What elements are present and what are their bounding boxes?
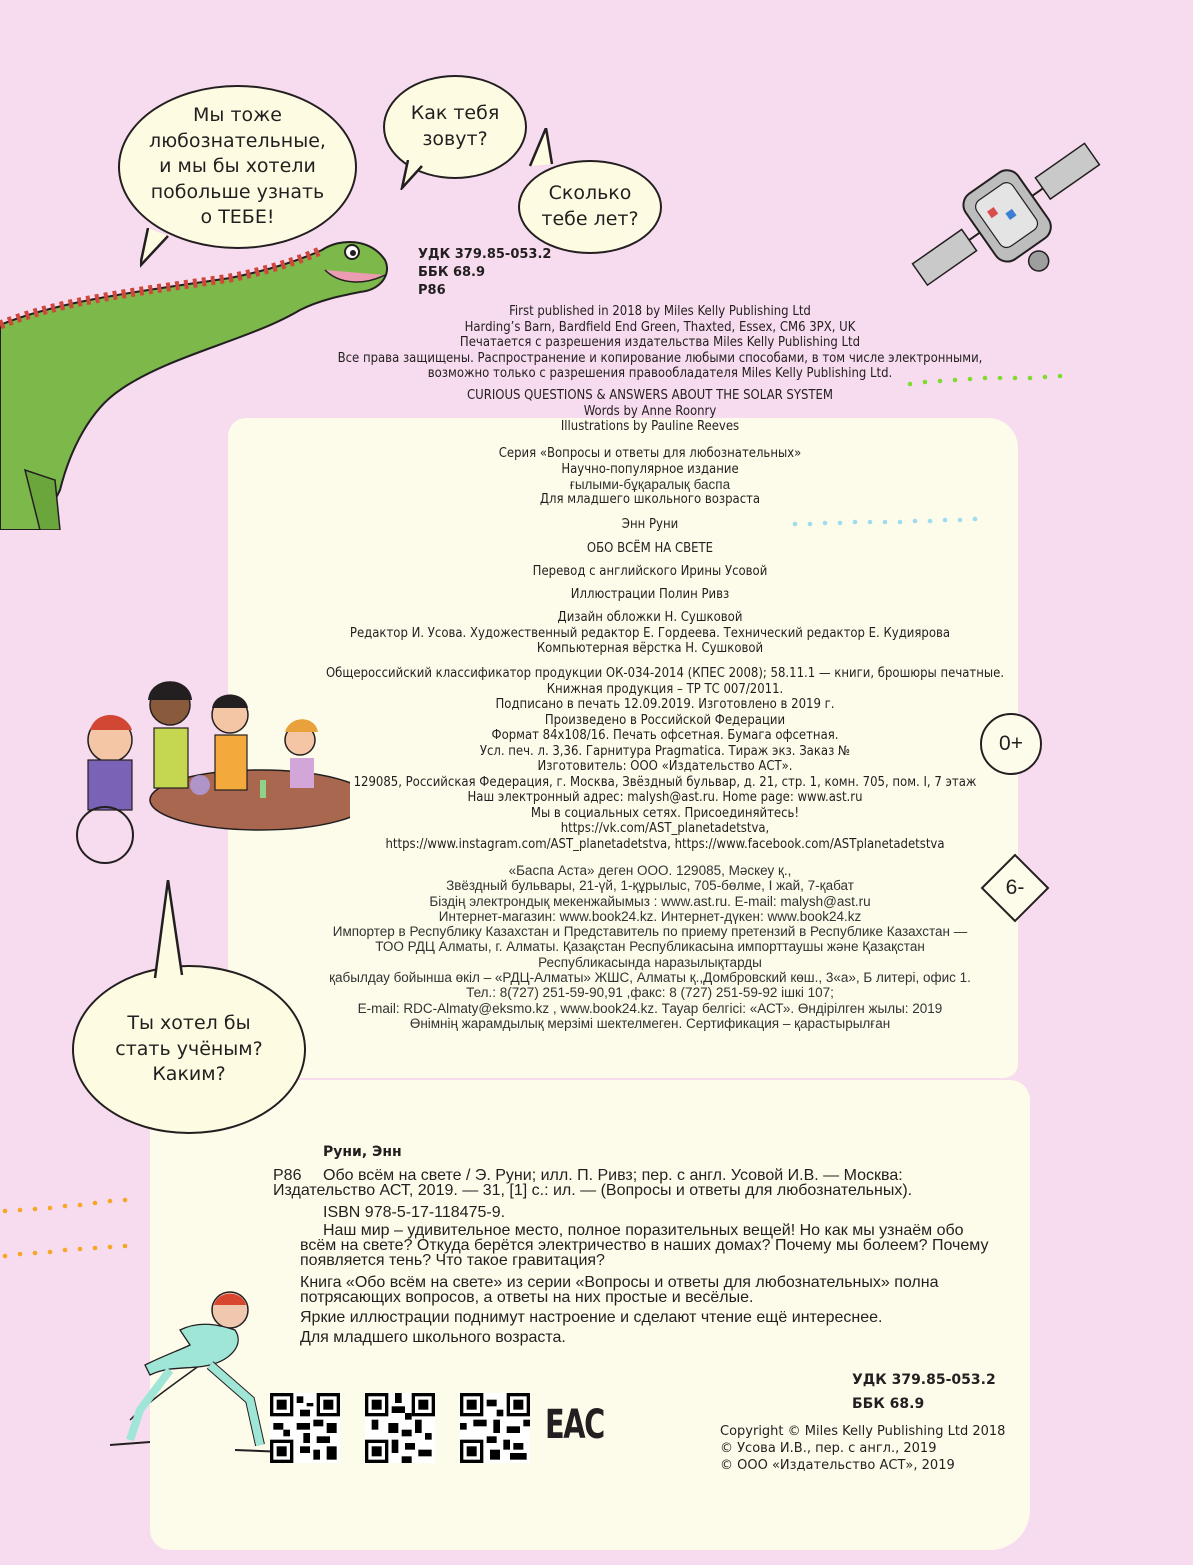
- copyright-block: Copyright © Miles Kelly Publishing Ltd 2018 © Усова И.В., пер. с англ., 2019 © ООО «Издательство АСТ», 2019: [720, 1424, 1006, 1473]
- imprint-technical: Общероссийский классификатор продукции ОК-034-2014 (КПЕС 2008); 58.11.1 — книги, брошюры печатные. Книжная продукция – ТР ТС 007/2011. Подписано в печать 12.09.2019. Изготовлено в 2019 г. Произведено в Российской Федерации Формат 84x108/16. Печать офсетная. Бумага офсетная. Усл. печ. л. 3,36. Гарнитура Pragmatica. Тираж экз. Заказ № Изготовитель: ООО «Издательство АСТ». 129085, Российская Федерация, г. Москва, Звёздный бульвар, д. 21, стр. 1, комн. 705, пом. I, 7 этаж Наш электронный адрес: malysh@ast.ru. Home page: www.ast.ru Мы в социальных сетях. Присоединяйтесь! https://vk.com/AST_planetadetstva, https://www.instagram.com/AST_planetadetstva, https://www.facebook.com/ASTplanetadetstva: [325, 666, 1005, 852]
- biblio-paragraph-2: Книга «Обо всём на свете» из серии «Вопросы и ответы для любознательных» полна потрясающих вопросов, а ответы на них простые и весёлые.: [300, 1274, 939, 1306]
- dots-orange-2: [0, 1240, 140, 1260]
- eac-mark: EAC: [545, 1402, 604, 1448]
- imprint-title: ОБО ВСЁМ НА СВЕТЕ: [586, 541, 714, 556]
- biblio-paragraph-3: Яркие иллюстрации поднимут настроение и сделают чтение ещё интереснее.: [300, 1309, 883, 1326]
- top-udk: УДК 379.85-053.2 ББК 68.9 Р86: [418, 247, 552, 298]
- bubble-tail-name: [398, 160, 428, 190]
- imprint-translation: Перевод с английского Ирины Усовой: [532, 564, 768, 579]
- bottom-udk: УДК 379.85-053.2 ББК 68.9: [852, 1372, 996, 1412]
- biblio-isbn: ISBN 978-5-17-118475-9.: [323, 1204, 506, 1221]
- imprint-kazakhstan: «Баспа Аста» деген ООО. 129085, Мәскеу қ., Звёздный бульвары, 21-үй, 1-құрылыс, 705-бөлме, I жай, 7-қабат Біздің электрондық мекенжайымыз : www.ast.ru. E-mail: malysh@ast.ru Интернет-магазин: www.book24.kz. Интернет-дүкен: www.book24.kz Импортер в Республику Казахстан и Представитель по приему претензий в Республике Казахстан — ТОО РДЦ Алматы, г. Алматы. Қазақстан Республикасына импорттаушы және Қазақстан Республикасында наразылықтарды қабылдау бойынша өкіл – «РДЦ-Алматы» ЖШС, Алматы қ.,Домбровский көш., 3«а», Б литері, офис 1. Тел.: 8(727) 251-59-90,91 ,факс: 8 (727) 251-59-92 ішкі 107; E-mail: RDC-Almaty@eksmo.kz , www.book24.kz. Тауар белгісі: «АСТ». Өндірілген жылы: 2019 Өнімнің жарамдылық мерзімі шектелмеген. Сертификация – қарастырылған: [329, 863, 971, 1031]
- imprint-original: CURIOUS QUESTIONS & ANSWERS ABOUT THE SOLAR SYSTEM Words by Anne Roonry Illustrations by Pauline Reeves: [466, 388, 834, 434]
- imprint-author: Энн Руни: [621, 517, 679, 532]
- biblio-paragraph-1: Наш мир – удивительное место, полное поразительных вещей! Но как мы узнаём обо всём на свете? Откуда берётся электричество в наших домах? Почему мы болеем? Почему появляется тень? Что такое гравитация?: [300, 1222, 989, 1269]
- qr-code-1: [270, 1393, 340, 1463]
- biblio-heading: Руни, Энн: [323, 1144, 402, 1160]
- age-badge-0plus: 0+: [980, 713, 1042, 775]
- speech-bubble-age: Сколько тебе лет?: [518, 160, 662, 254]
- dots-orange-1: [0, 1195, 140, 1215]
- bubble-tail-scientist: [150, 880, 190, 980]
- speech-bubble-scientist: Ты хотел бы стать учёным? Каким?: [72, 965, 306, 1134]
- qr-code-3: [460, 1393, 530, 1463]
- biblio-paragraph-4: Для младшего школьного возраста.: [300, 1329, 566, 1346]
- imprint-illustrations: Иллюстрации Полин Ривз: [570, 587, 730, 602]
- imprint-series: Серия «Вопросы и ответы для любознательных» Научно-популярное издание ғылыми-бұқаралық баспа Для младшего школьного возраста: [498, 446, 802, 508]
- imprint-publication: First published in 2018 by Miles Kelly Publishing Ltd Harding’s Barn, Bardfield End Green, Thaxted, Essex, CM6 3PX, UK Печатается с разрешения издательства Miles Kelly Publishing Ltd Все права защищены. Распространение и копирование любыми способами, в том числе электронными, возможно только с разрешения правообладателя Miles Kelly Publishing Ltd.: [337, 304, 983, 381]
- qr-code-2: [365, 1393, 435, 1463]
- speech-bubble-name: Как тебя зовут?: [383, 75, 527, 179]
- imprint-credits: Дизайн обложки Н. Сушковой Редактор И. Усова. Художественный редактор Е. Гордеева. Технический редактор Е. Кудиярова Компьютерная вёрстка Н. Сушковой: [349, 610, 951, 656]
- biblio-entry: Обо всём на свете / Э. Руни; илл. П. Ривз; пер. с англ. Усовой И.В. — Москва: Издательство АСТ, 2019. — 31, [1] с.: ил. — (Вопросы и ответы для любознательных).: [273, 1167, 913, 1199]
- bubble-tail-age: [520, 128, 554, 168]
- bubble-tail-curious: [140, 228, 180, 268]
- satellite-illustration: [900, 120, 1120, 320]
- speech-bubble-curious: Мы тоже любознательные, и мы бы хотели побольше узнать о ТЕБЕ!: [118, 85, 357, 249]
- age-badge-6: 6-: [1005, 876, 1025, 899]
- biblio-code: Р86: [273, 1167, 302, 1184]
